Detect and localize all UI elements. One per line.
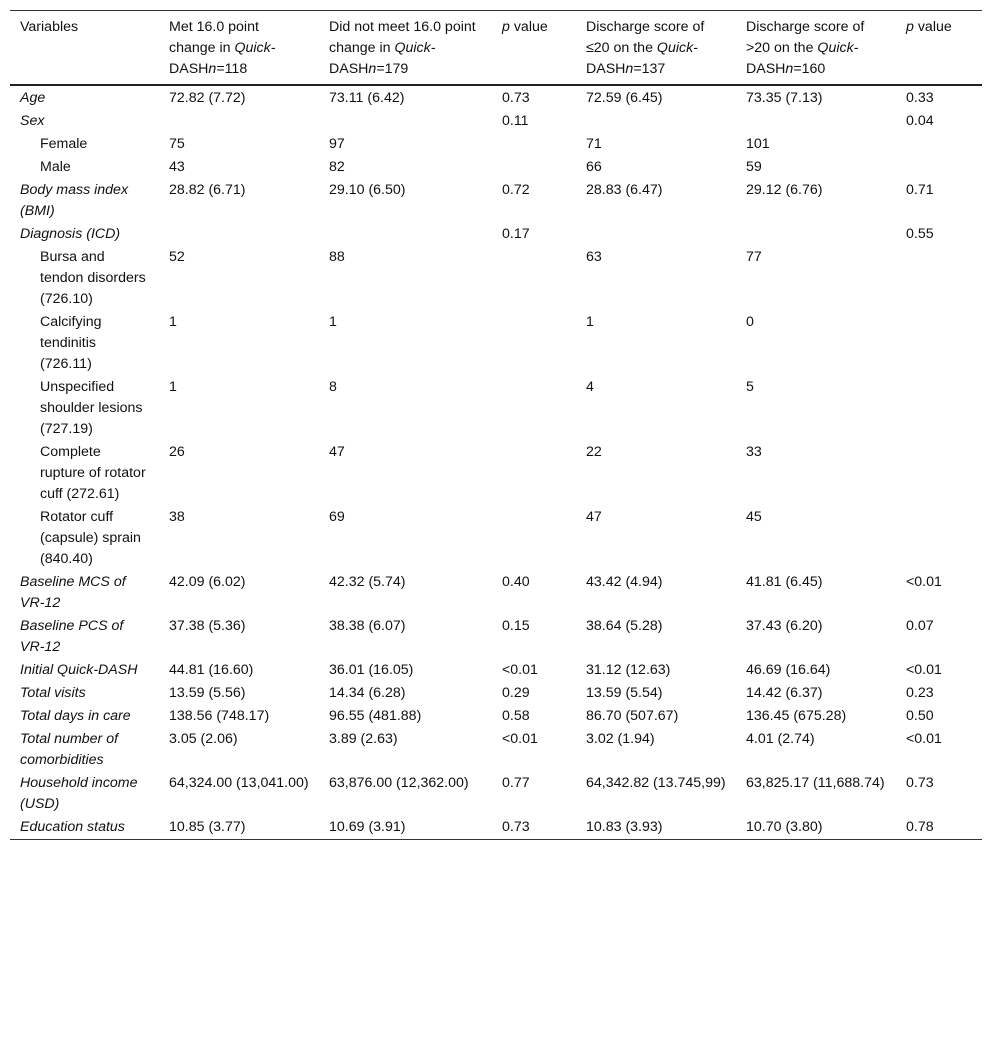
met-value: 42.09 (6.02) <box>169 574 246 590</box>
table-row <box>10 246 982 311</box>
not-met-value: 42.32 (5.74) <box>329 574 406 590</box>
met-value: 26 <box>169 444 185 460</box>
discharge-gt20-value: 5 <box>746 379 754 395</box>
p-value-2 <box>896 311 982 376</box>
table-row <box>10 506 982 571</box>
not-met-value: 29.10 (6.50) <box>329 182 406 198</box>
header-variables: Variables <box>20 19 79 35</box>
met-value: 37.38 (5.36) <box>169 618 246 634</box>
discharge-le20-value: 71 <box>586 136 602 152</box>
row-label: Unspecified shoulder lesions (727.19) <box>40 379 143 437</box>
p-value-2: 0.50 <box>906 708 934 724</box>
table-row <box>10 156 982 179</box>
not-met-value: 1 <box>329 314 337 330</box>
met-value: 138.56 (748.17) <box>169 708 270 724</box>
table-row <box>10 682 982 705</box>
table-header-row <box>10 11 982 86</box>
table-row <box>10 223 982 246</box>
row-label: Total visits <box>20 685 86 701</box>
discharge-gt20-value: 46.69 (16.64) <box>746 662 831 678</box>
not-met-value: 8 <box>329 379 337 395</box>
discharge-gt20-value: 101 <box>746 136 770 152</box>
not-met-value: 73.11 (6.42) <box>329 90 405 106</box>
row-label: Baseline MCS of VR-12 <box>20 574 126 611</box>
p-value-2 <box>896 246 982 311</box>
discharge-gt20-value: 10.70 (3.80) <box>746 819 823 835</box>
row-label: Initial Quick-DASH <box>20 662 138 678</box>
p-value-1 <box>492 376 576 441</box>
not-met-value: 14.34 (6.28) <box>329 685 406 701</box>
met-value: 52 <box>169 249 185 265</box>
discharge-le20-value: 43.42 (4.94) <box>586 574 663 590</box>
discharge-le20-value: 22 <box>586 444 602 460</box>
p-value-1 <box>492 133 576 156</box>
not-met-value <box>319 110 492 133</box>
table-row <box>10 615 982 659</box>
met-value: 3.05 (2.06) <box>169 731 238 747</box>
row-label: Calcifying tendinitis (726.11) <box>40 314 102 372</box>
met-value: 1 <box>169 314 177 330</box>
p-value-2: 0.73 <box>906 775 934 791</box>
row-label: Total days in care <box>20 708 131 724</box>
discharge-gt20-value: 37.43 (6.20) <box>746 618 823 634</box>
p-value-2 <box>896 376 982 441</box>
discharge-gt20-value: 73.35 (7.13) <box>746 90 823 106</box>
p-value-2: 0.71 <box>906 182 934 198</box>
discharge-le20-value: 3.02 (1.94) <box>586 731 655 747</box>
discharge-gt20-value: 41.81 (6.45) <box>746 574 823 590</box>
discharge-gt20-value <box>736 110 896 133</box>
met-value: 1 <box>169 379 177 395</box>
header-p-value-1: p value <box>502 19 548 35</box>
row-label: Age <box>20 90 46 106</box>
p-value-1 <box>492 441 576 506</box>
header-discharge-gt20: Discharge score of >20 on the Quick- DASHn=160 <box>746 19 865 77</box>
p-value-2 <box>896 441 982 506</box>
p-value-2: 0.78 <box>906 819 934 835</box>
discharge-le20-value: 63 <box>586 249 602 265</box>
not-met-value: 69 <box>329 509 345 525</box>
p-value-2: <0.01 <box>906 574 942 590</box>
p-value-1: 0.77 <box>502 775 530 791</box>
not-met-value: 96.55 (481.88) <box>329 708 422 724</box>
table-row <box>10 816 982 840</box>
met-value: 64,324.00 (13,041.00) <box>169 775 309 791</box>
not-met-value: 88 <box>329 249 345 265</box>
discharge-gt20-value: 33 <box>746 444 762 460</box>
discharge-le20-value <box>576 223 736 246</box>
discharge-le20-value: 1 <box>586 314 594 330</box>
discharge-le20-value: 13.59 (5.54) <box>586 685 663 701</box>
p-value-1 <box>492 506 576 571</box>
table-row <box>10 441 982 506</box>
not-met-value: 3.89 (2.63) <box>329 731 398 747</box>
comparison-table <box>10 10 982 840</box>
met-value: 44.81 (16.60) <box>169 662 254 678</box>
not-met-value: 47 <box>329 444 345 460</box>
p-value-1: 0.73 <box>502 90 530 106</box>
table-row <box>10 179 982 223</box>
discharge-gt20-value: 0 <box>746 314 754 330</box>
header-p-value-2: p value <box>906 19 952 35</box>
discharge-gt20-value: 14.42 (6.37) <box>746 685 823 701</box>
row-label: Body mass index (BMI) <box>20 182 129 219</box>
discharge-gt20-value: 4.01 (2.74) <box>746 731 815 747</box>
p-value-2: 0.04 <box>906 113 934 129</box>
row-label: Sex <box>20 113 45 129</box>
discharge-le20-value: 10.83 (3.93) <box>586 819 663 835</box>
row-label: Male <box>40 159 71 175</box>
p-value-1: 0.15 <box>502 618 530 634</box>
row-label: Rotator cuff (capsule) sprain (840.40) <box>40 509 141 567</box>
p-value-2: 0.07 <box>906 618 934 634</box>
p-value-1 <box>492 311 576 376</box>
discharge-le20-value <box>576 110 736 133</box>
met-value <box>159 110 319 133</box>
discharge-le20-value: 64,342.82 (13.745,99) <box>586 775 726 791</box>
p-value-1 <box>492 246 576 311</box>
discharge-le20-value: 31.12 (12.63) <box>586 662 671 678</box>
p-value-1: 0.40 <box>502 574 530 590</box>
discharge-gt20-value <box>736 223 896 246</box>
discharge-gt20-value: 77 <box>746 249 762 265</box>
discharge-le20-value: 4 <box>586 379 594 395</box>
p-value-1: 0.58 <box>502 708 530 724</box>
discharge-gt20-value: 136.45 (675.28) <box>746 708 847 724</box>
not-met-value: 36.01 (16.05) <box>329 662 414 678</box>
p-value-2: <0.01 <box>906 662 942 678</box>
table-row <box>10 728 982 772</box>
row-label: Education status <box>20 819 125 835</box>
table-row <box>10 376 982 441</box>
table-row <box>10 705 982 728</box>
met-value: 38 <box>169 509 185 525</box>
discharge-gt20-value: 59 <box>746 159 762 175</box>
row-label: Baseline PCS of VR-12 <box>20 618 124 655</box>
discharge-le20-value: 47 <box>586 509 602 525</box>
p-value-1 <box>492 156 576 179</box>
met-value: 75 <box>169 136 185 152</box>
row-label: Diagnosis (ICD) <box>20 226 121 242</box>
discharge-le20-value: 66 <box>586 159 602 175</box>
not-met-value: 82 <box>329 159 345 175</box>
met-value <box>159 223 319 246</box>
row-label: Household income (USD) <box>20 775 138 812</box>
not-met-value: 10.69 (3.91) <box>329 819 406 835</box>
discharge-gt20-value: 45 <box>746 509 762 525</box>
not-met-value: 63,876.00 (12,362.00) <box>329 775 469 791</box>
table-row <box>10 772 982 816</box>
table-row <box>10 85 982 110</box>
p-value-2: <0.01 <box>906 731 942 747</box>
p-value-1: 0.17 <box>502 226 530 242</box>
p-value-2 <box>896 506 982 571</box>
header-met-change: Met 16.0 point change in Quick- DASHn=118 <box>169 19 276 77</box>
discharge-le20-value: 28.83 (6.47) <box>586 182 663 198</box>
discharge-gt20-value: 29.12 (6.76) <box>746 182 823 198</box>
table-row <box>10 311 982 376</box>
met-value: 28.82 (6.71) <box>169 182 246 198</box>
met-value: 10.85 (3.77) <box>169 819 246 835</box>
p-value-2 <box>896 156 982 179</box>
p-value-1: 0.73 <box>502 819 530 835</box>
row-label: Complete rupture of rotator cuff (272.61) <box>40 444 146 502</box>
not-met-value: 38.38 (6.07) <box>329 618 406 634</box>
met-value: 43 <box>169 159 185 175</box>
p-value-1: 0.29 <box>502 685 530 701</box>
p-value-1: <0.01 <box>502 662 538 678</box>
discharge-le20-value: 72.59 (6.45) <box>586 90 663 106</box>
row-label: Female <box>40 136 88 152</box>
table-row <box>10 133 982 156</box>
not-met-value: 97 <box>329 136 345 152</box>
row-label: Bursa and tendon disorders (726.10) <box>40 249 146 307</box>
discharge-le20-value: 38.64 (5.28) <box>586 618 663 634</box>
p-value-1: 0.72 <box>502 182 530 198</box>
discharge-le20-value: 86.70 (507.67) <box>586 708 679 724</box>
met-value: 13.59 (5.56) <box>169 685 246 701</box>
table-row <box>10 571 982 615</box>
met-value: 72.82 (7.72) <box>169 90 246 106</box>
p-value-2: 0.23 <box>906 685 934 701</box>
p-value-2: 0.55 <box>906 226 934 242</box>
header-did-not-meet-change: Did not meet 16.0 point change in Quick- DASHn=179 <box>329 19 476 77</box>
discharge-gt20-value: 63,825.17 (11,688.74) <box>746 775 885 791</box>
table-row <box>10 659 982 682</box>
p-value-1: 0.11 <box>502 113 529 129</box>
table-row <box>10 110 982 133</box>
row-label: Total number of comorbidities <box>20 731 119 768</box>
p-value-2: 0.33 <box>906 90 934 106</box>
p-value-1: <0.01 <box>502 731 538 747</box>
header-discharge-le20: Discharge score of ≤20 on the Quick- DASHn=137 <box>586 19 705 77</box>
p-value-2 <box>896 133 982 156</box>
not-met-value <box>319 223 492 246</box>
